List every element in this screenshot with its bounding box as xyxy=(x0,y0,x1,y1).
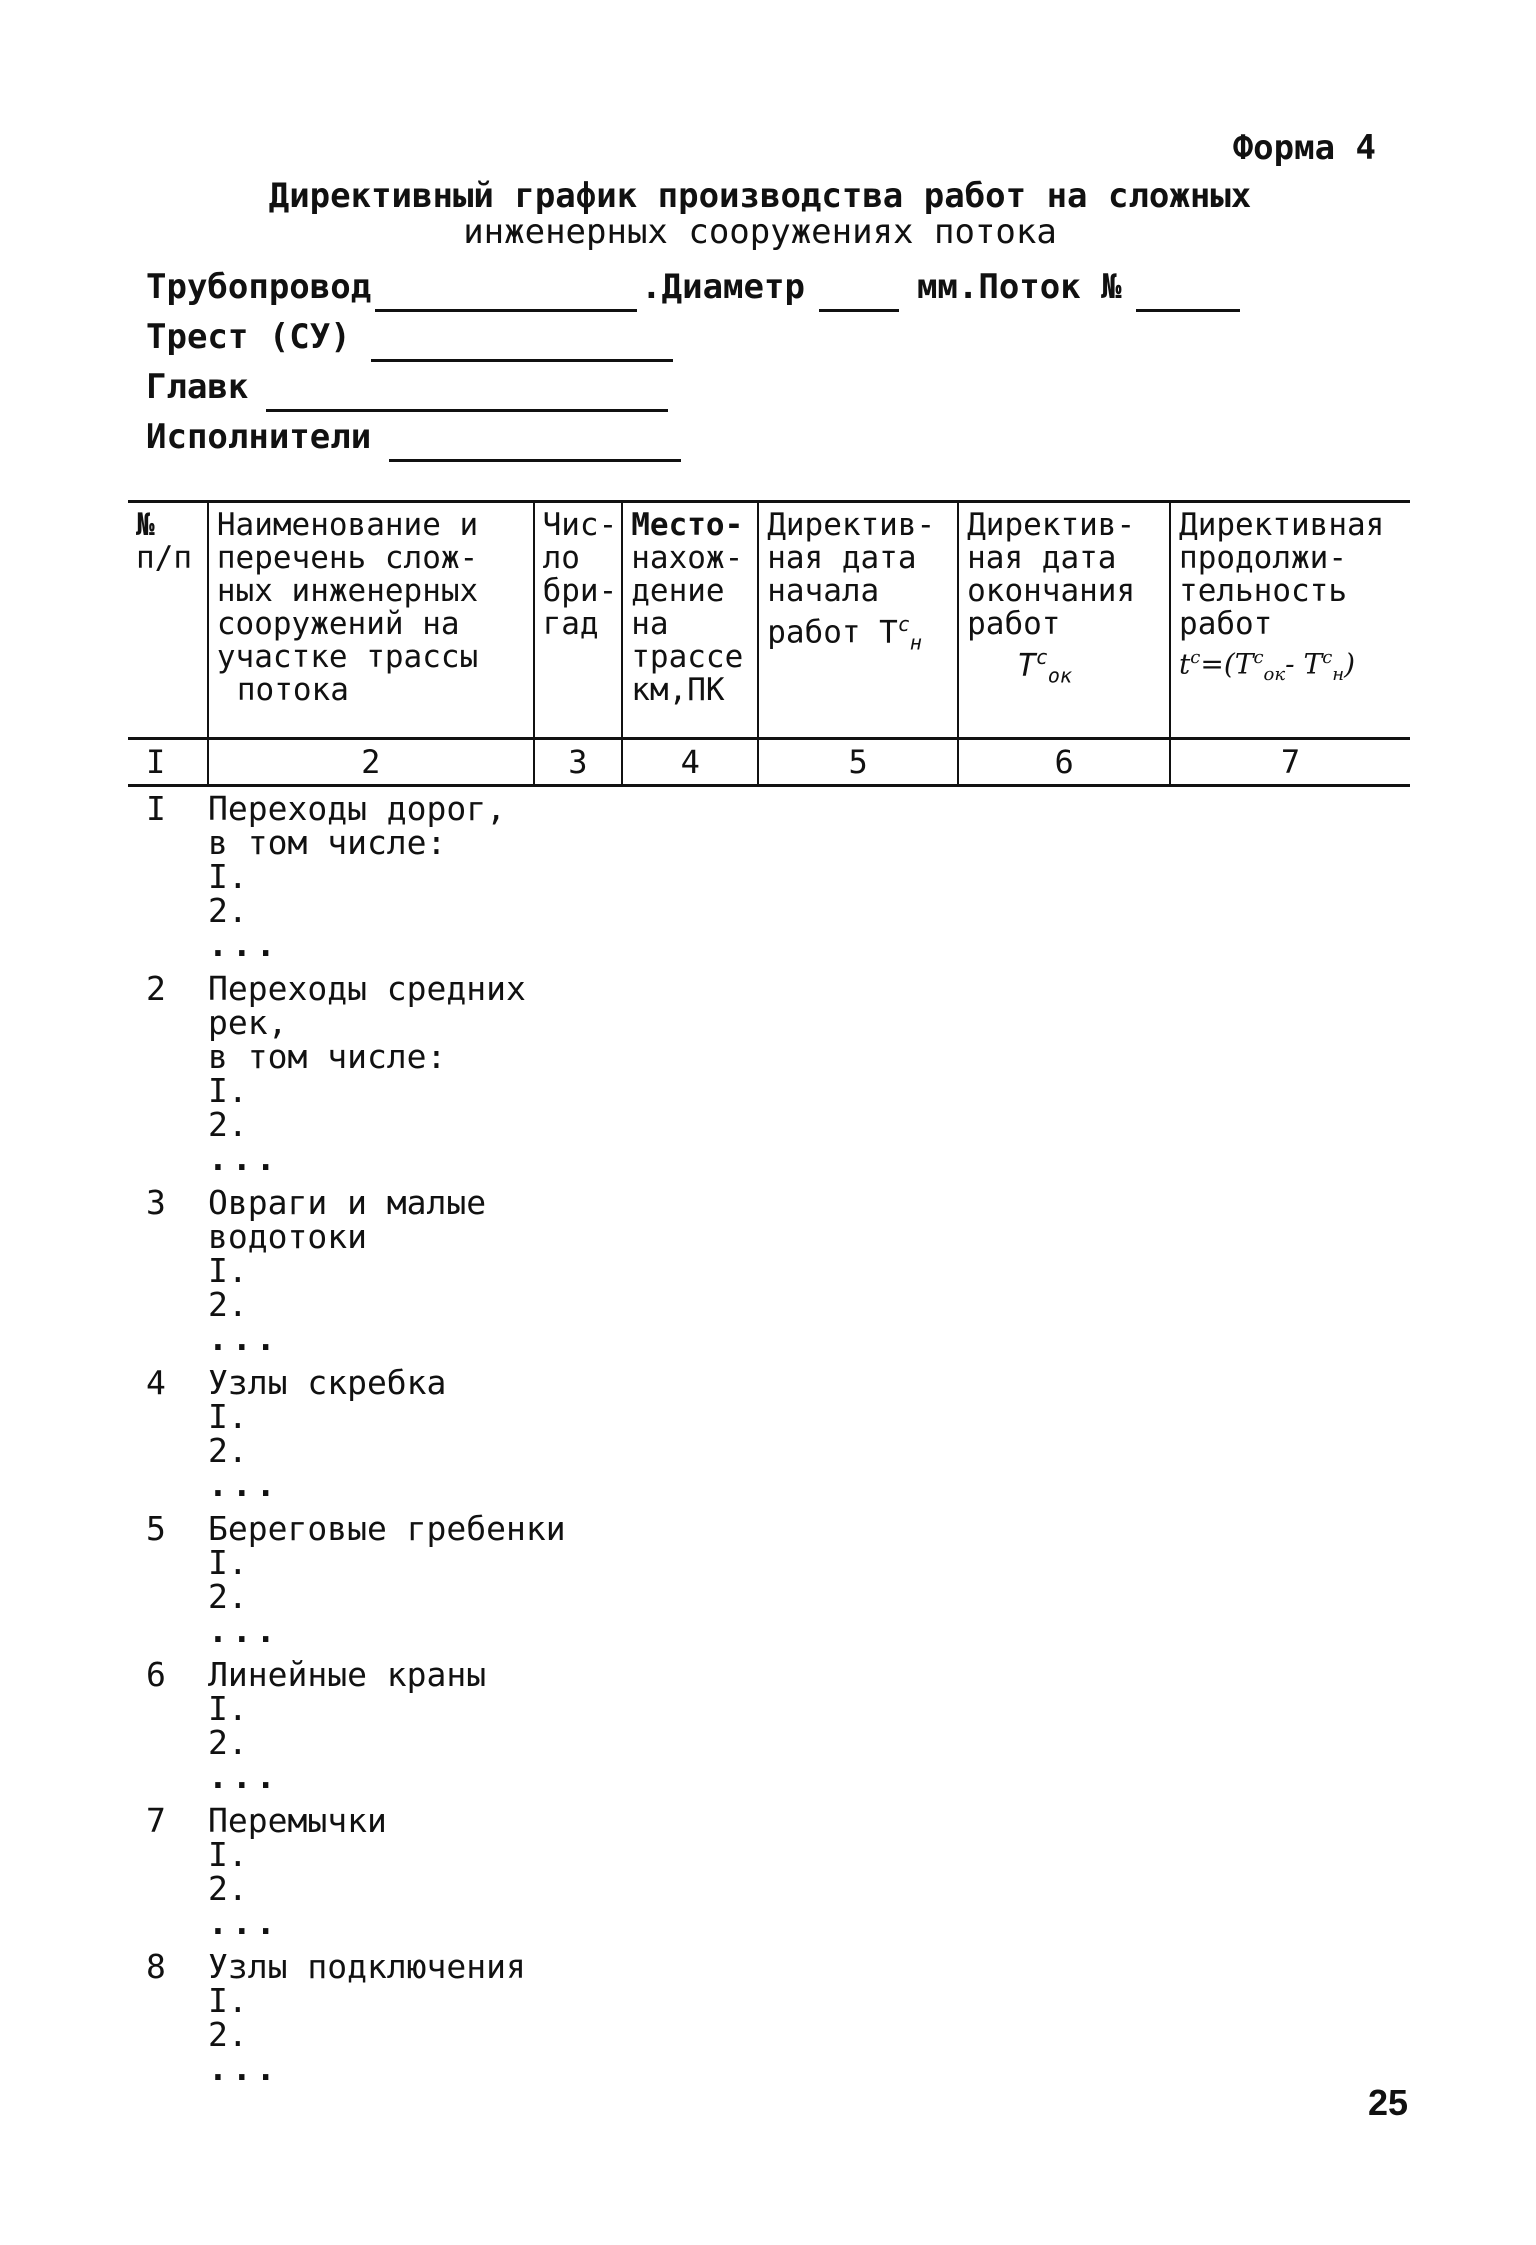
col-header-start-date: Директив- ная дата начала работ $T^с_н$ xyxy=(758,502,958,739)
executors-row xyxy=(146,412,1244,462)
col-header-name: Наименование и перечень слож- ных инженерных сооружений на участке трассы потока xyxy=(208,502,534,739)
section-item xyxy=(146,1363,566,1504)
column-number: 6 xyxy=(958,739,1170,786)
section-list xyxy=(146,789,566,2096)
document-title xyxy=(160,178,1360,250)
col-header-duration: Директивная продолжи- тельность работ $t^с=(T^с_{ок}-$ $T^с_н$) xyxy=(1170,502,1410,739)
section-ellipsis: ... xyxy=(208,1903,280,1942)
section-name-line: Перемычки xyxy=(208,1801,387,1840)
title-line-1: Директивный график производства работ на сложных xyxy=(268,176,1252,216)
section-body xyxy=(208,1947,566,2088)
section-body xyxy=(208,969,566,1178)
section-sub-item: 2. xyxy=(208,1105,248,1144)
section-sub-item: 2. xyxy=(208,1577,248,1616)
section-ellipsis: ... xyxy=(208,1465,280,1504)
section-number: 3 xyxy=(146,1183,166,1222)
schedule-table xyxy=(128,500,1410,787)
section-sub-item: I. xyxy=(208,1071,248,1110)
glavk-blank xyxy=(266,371,668,412)
section-sub-item: I. xyxy=(208,1835,248,1874)
section-sub-item: 2. xyxy=(208,1869,248,1908)
section-sub-item: 2. xyxy=(208,2015,248,2054)
section-body xyxy=(208,1363,566,1504)
flow-number-blank xyxy=(1136,271,1240,312)
section-ellipsis: ... xyxy=(208,1319,280,1358)
section-sub-item: I. xyxy=(208,1981,248,2020)
pipeline-label: Трубопровод xyxy=(146,267,372,307)
mm-flow-label: мм.Поток № xyxy=(916,267,1122,307)
section-name-line: в том числе: xyxy=(208,1037,447,1076)
column-number-row xyxy=(128,739,1410,786)
section-body xyxy=(208,1509,566,1650)
section-sub-item: I. xyxy=(208,1689,248,1728)
section-number: 8 xyxy=(146,1947,166,1986)
section-number: I xyxy=(146,789,166,828)
section-name-line: Линейные краны xyxy=(208,1655,487,1694)
section-name-line: Овраги и малые xyxy=(208,1183,487,1222)
section-item xyxy=(146,969,566,1178)
column-number: 2 xyxy=(208,739,534,786)
column-number: 3 xyxy=(534,739,623,786)
trust-row xyxy=(146,312,1244,362)
section-item xyxy=(146,1655,566,1796)
section-number: 6 xyxy=(146,1655,166,1694)
section-sub-item: I. xyxy=(208,1397,248,1436)
header-fields xyxy=(146,262,1244,462)
section-item xyxy=(146,789,566,964)
section-name-line: Переходы средних xyxy=(208,969,526,1008)
col-header-brigades: Чис- ло бри- гад xyxy=(534,502,623,739)
executors-label: Исполнители xyxy=(146,417,372,457)
glavk-row xyxy=(146,362,1244,412)
pipeline-blank xyxy=(375,271,637,312)
section-number: 4 xyxy=(146,1363,166,1402)
section-sub-item: 2. xyxy=(208,1431,248,1470)
section-body xyxy=(208,1655,566,1796)
section-name-line: Узлы подключения xyxy=(208,1947,526,1986)
section-sub-item: I. xyxy=(208,1251,248,1290)
section-ellipsis: ... xyxy=(208,1757,280,1796)
title-line-2: инженерных сооружениях потока xyxy=(463,212,1057,252)
table-header-row xyxy=(128,502,1410,739)
section-body xyxy=(208,1183,566,1358)
section-sub-item: 2. xyxy=(208,891,248,930)
col-header-location: Место- нахож- дение на трассе км,ПК xyxy=(622,502,758,739)
pipeline-row xyxy=(146,262,1244,312)
trust-label: Трест (СУ) xyxy=(146,317,351,357)
glavk-label: Главк xyxy=(146,367,249,407)
section-number: 2 xyxy=(146,969,166,1008)
section-name-line: в том числе: xyxy=(208,823,447,862)
page-number: 25 xyxy=(1367,2082,1408,2123)
section-item xyxy=(146,1801,566,1942)
col-header-number: № п/п xyxy=(128,502,208,739)
col-header-end-date: Директив- ная дата окончания работ $T^с_{ок}$ xyxy=(958,502,1170,739)
section-name-line: Береговые гребенки xyxy=(208,1509,566,1548)
section-number: 7 xyxy=(146,1801,166,1840)
column-number: I xyxy=(128,739,208,786)
section-item xyxy=(146,1947,566,2088)
executors-blank xyxy=(389,421,681,462)
section-name-line: Узлы скребка xyxy=(208,1363,447,1402)
section-item xyxy=(146,1509,566,1650)
section-sub-item: 2. xyxy=(208,1723,248,1762)
form-label: Форма 4 xyxy=(1232,128,1376,168)
column-number: 7 xyxy=(1170,739,1410,786)
trust-blank xyxy=(371,321,673,362)
section-ellipsis: ... xyxy=(208,925,280,964)
section-name-line: Переходы дорог, xyxy=(208,789,507,828)
section-ellipsis: ... xyxy=(208,1139,280,1178)
section-sub-item: I. xyxy=(208,857,248,896)
diameter-blank xyxy=(819,271,899,312)
section-sub-item: 2. xyxy=(208,1285,248,1324)
diameter-label: .Диаметр xyxy=(641,267,805,307)
section-ellipsis: ... xyxy=(208,1611,280,1650)
section-body xyxy=(208,789,566,964)
column-number: 4 xyxy=(622,739,758,786)
section-name-line: водотоки xyxy=(208,1217,367,1256)
section-number: 5 xyxy=(146,1509,166,1548)
section-ellipsis: ... xyxy=(208,2049,280,2088)
section-body xyxy=(208,1801,566,1942)
column-number: 5 xyxy=(758,739,958,786)
section-sub-item: I. xyxy=(208,1543,248,1582)
section-name-line: рек, xyxy=(208,1003,288,1042)
section-item xyxy=(146,1183,566,1358)
